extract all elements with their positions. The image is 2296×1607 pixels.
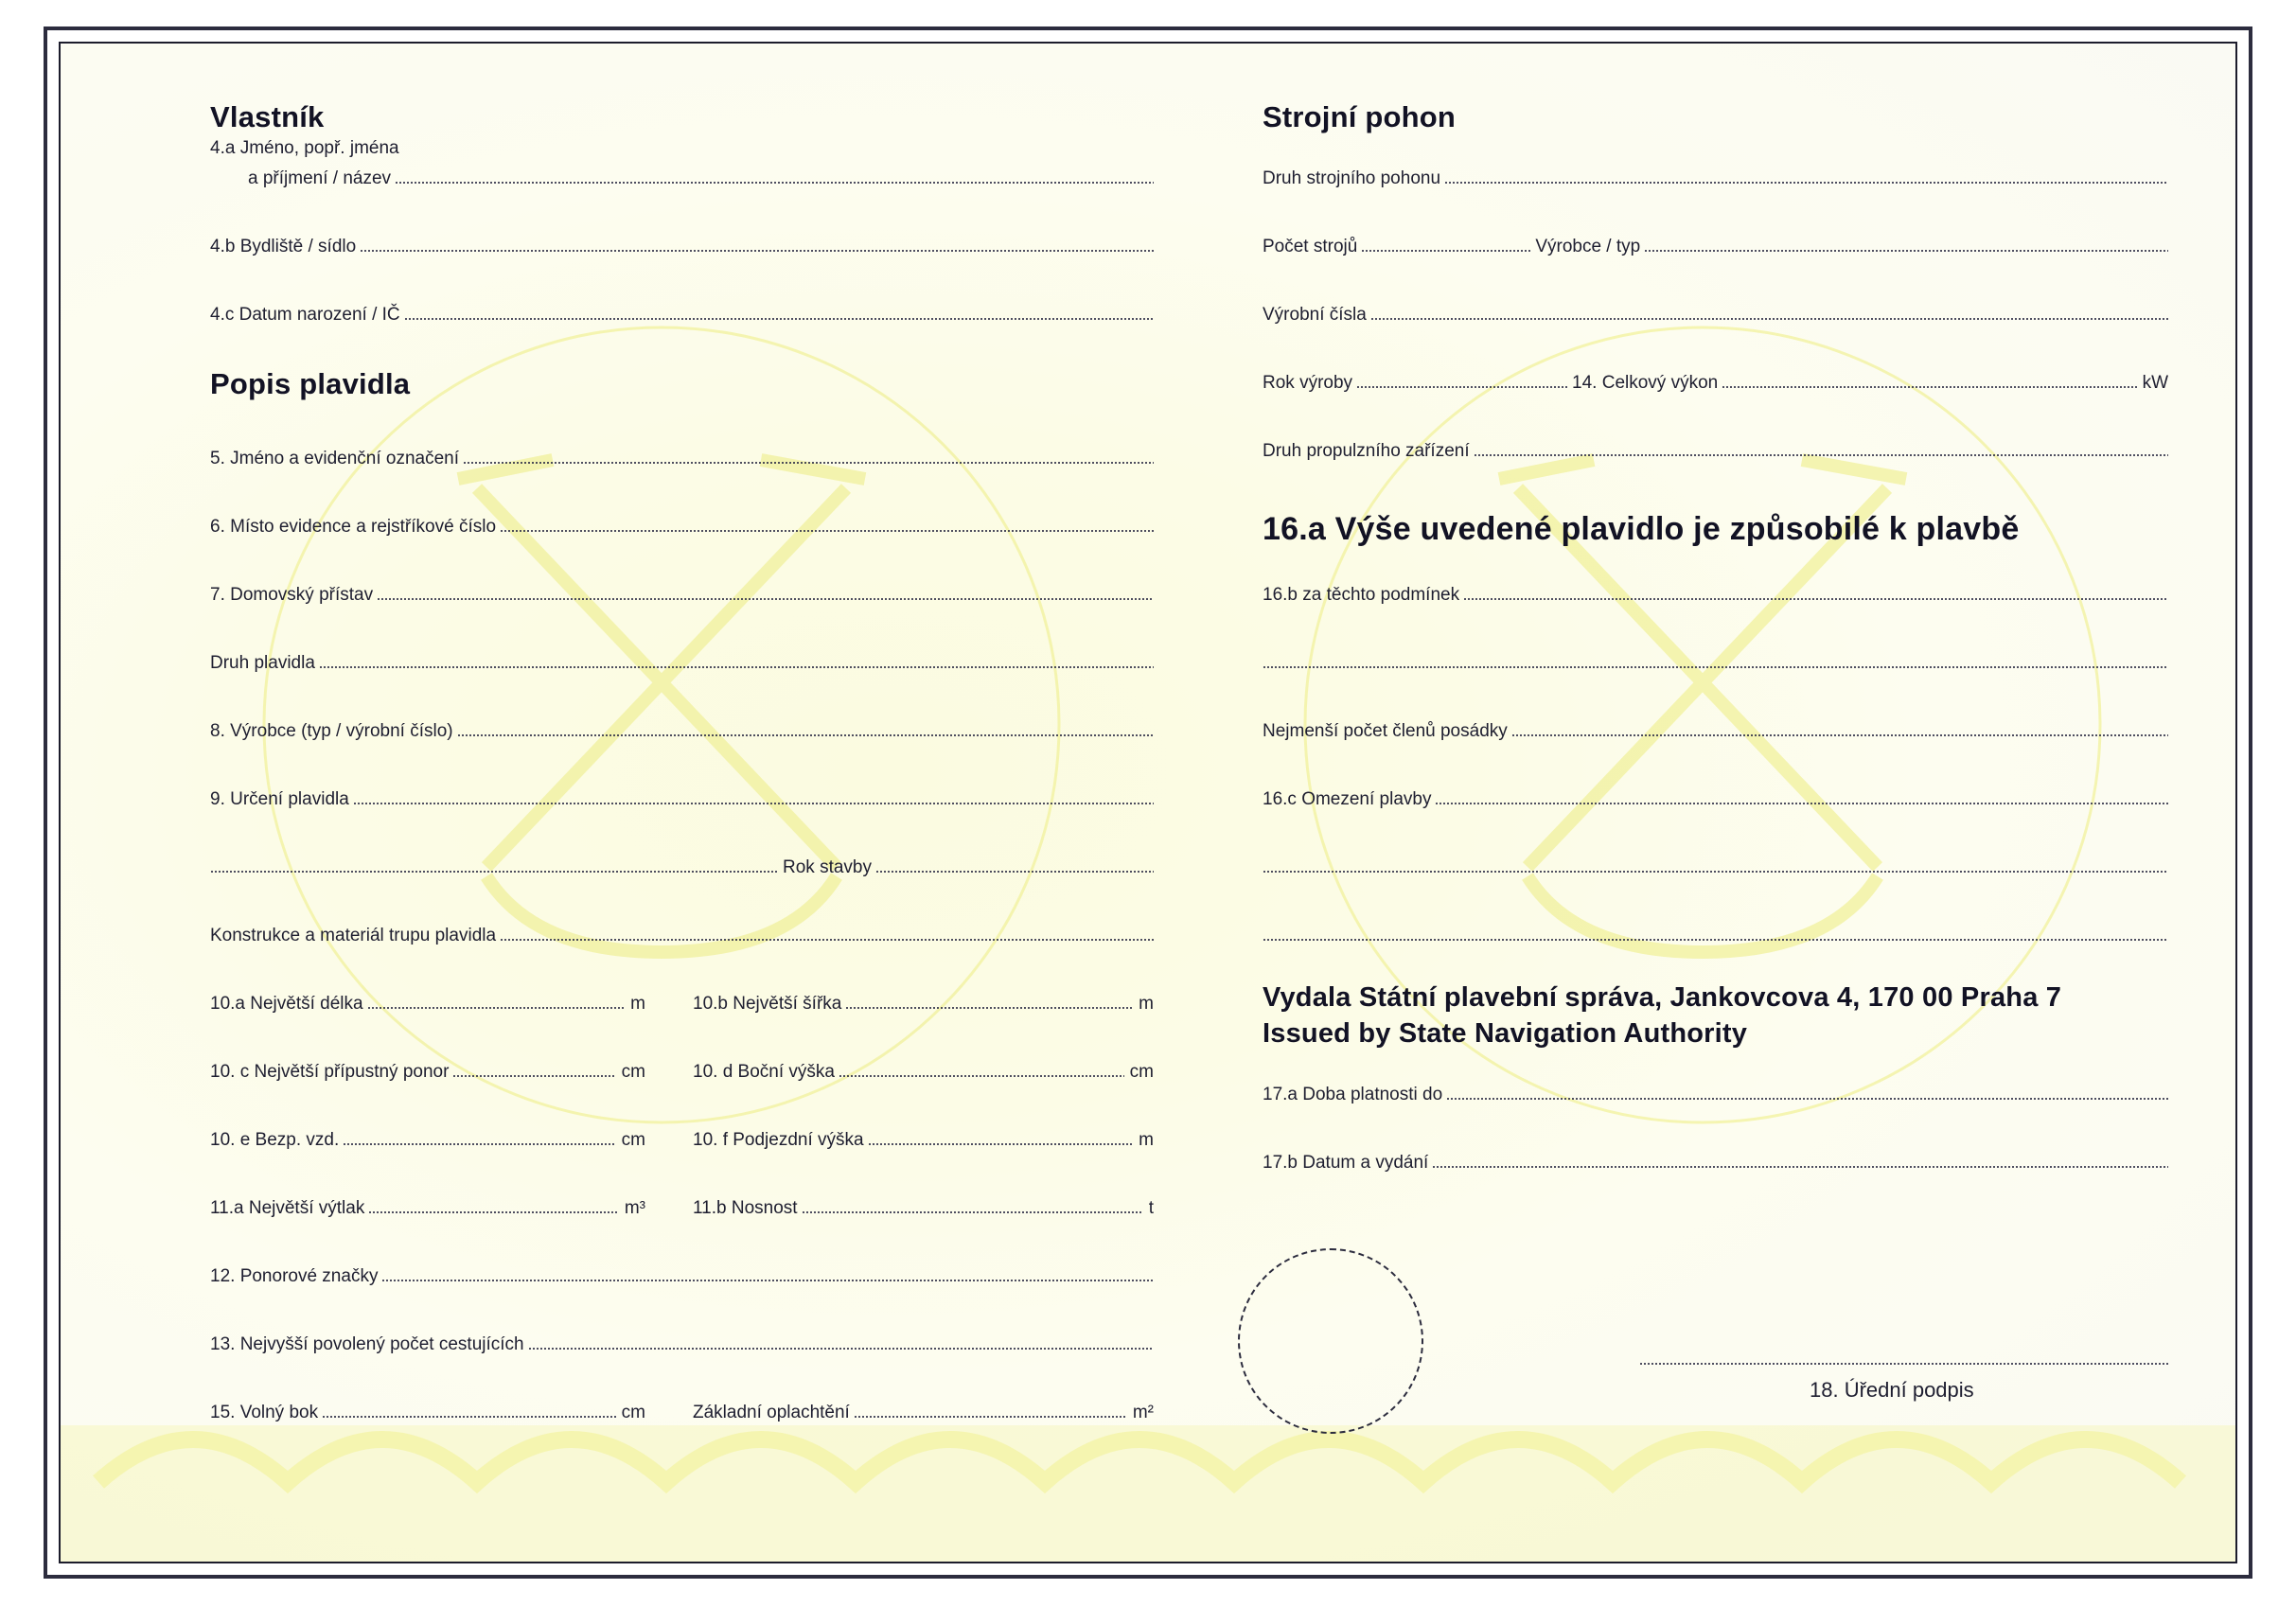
limits-line3[interactable] [1263,920,2168,946]
certificate-inner-border [59,42,2237,1563]
owner-address-field[interactable]: 4.b Bydliště / sídlo [210,231,1154,257]
build-year-row[interactable]: Rok stavby [210,852,1154,878]
signature-label: 18. Úřední podpis [1810,1378,1974,1402]
conditions-line2[interactable] [1263,647,2168,674]
conditions-field[interactable]: 16.b za těchto podmínek [1263,579,2168,606]
engine-year-power-field[interactable]: Rok výroby 14. Celkový výkon kW [1263,373,2168,393]
safety-distance-field[interactable]: 10. e Bezp. vzd. cm [210,1130,645,1150]
validity-field[interactable]: 17.a Doba platnosti do [1263,1079,2168,1105]
side-height-field[interactable]: 10. d Boční výška cm [693,1062,1154,1082]
displacement-field[interactable]: 11.a Největší výtlak m³ [210,1198,645,1218]
engine-type-field[interactable]: Druh strojního pohonu [1263,163,2168,189]
hull-field[interactable]: Konstrukce a materiál trupu plavidla [210,920,1154,946]
freeboard-field[interactable]: 15. Volný bok cm [210,1403,645,1422]
owner-name-field[interactable]: a příjmení / název [248,163,1154,189]
capacity-field[interactable]: 11.b Nosnost t [693,1198,1154,1218]
passengers-field[interactable]: 13. Nejvyšší povolený počet cestujících [210,1329,1154,1355]
certificate-page [44,26,2252,1579]
owner-birth-date-field[interactable]: 4.c Datum narození / IČ [210,299,1154,326]
crew-field[interactable]: Nejmenší počet členů posádky [1263,715,2168,742]
max-draught-field[interactable]: 10. c Největší přípustný ponor cm [210,1062,645,1082]
signature-line[interactable] [1639,1362,2169,1366]
limits-field[interactable]: 16.c Omezení plavby [1263,784,2168,810]
vessel-registry-field[interactable]: 6. Místo evidence a rejstříkové číslo [210,511,1154,538]
purpose-field[interactable]: 9. Určení plavidla [210,784,1154,810]
engine-heading: Strojní pohon [1263,100,1457,133]
clearance-field[interactable]: 10. f Podjezdní výška m [693,1130,1154,1150]
owner-heading: Vlastník [210,100,325,133]
owner-name-line1: 4.a Jméno, popř. jména [210,138,399,158]
issue-date-field[interactable]: 17.b Datum a vydání [1263,1147,2168,1174]
limits-line2[interactable] [1263,852,2168,878]
issuer-line2: Issued by State Navigation Authority [1263,1018,1748,1049]
field-dotted-line [395,181,1154,185]
fitness-heading: 16.a Výše uvedené plavidlo je způsobilé k plavbě [1263,511,2020,547]
home-port-field[interactable]: 7. Domovský přístav [210,579,1154,606]
manufacturer-field[interactable]: 8. Výrobce (typ / výrobní číslo) [210,715,1154,742]
vessel-name-field[interactable]: 5. Jméno a evidenční označení [210,443,1154,469]
max-width-field[interactable]: 10.b Největší šířka m [693,994,1154,1014]
engine-count-maker-field[interactable]: Počet strojů Výrobce / typ [1263,231,2168,257]
official-stamp-area [1238,1248,1423,1434]
issuer-line1: Vydala Státní plavební správa, Jankovcova 4, 170 00 Praha 7 [1263,982,2062,1013]
propulsion-field[interactable]: Druh propulzního zařízení [1263,435,2168,462]
draught-marks-field[interactable]: 12. Ponorové značky [210,1261,1154,1287]
vessel-type-field[interactable]: Druh plavidla [210,647,1154,674]
sail-area-field[interactable]: Základní oplachtění m² [693,1403,1154,1422]
engine-serials-field[interactable]: Výrobní čísla [1263,299,2168,326]
vessel-heading: Popis plavidla [210,367,411,400]
max-length-field[interactable]: 10.a Největší délka m [210,994,645,1014]
